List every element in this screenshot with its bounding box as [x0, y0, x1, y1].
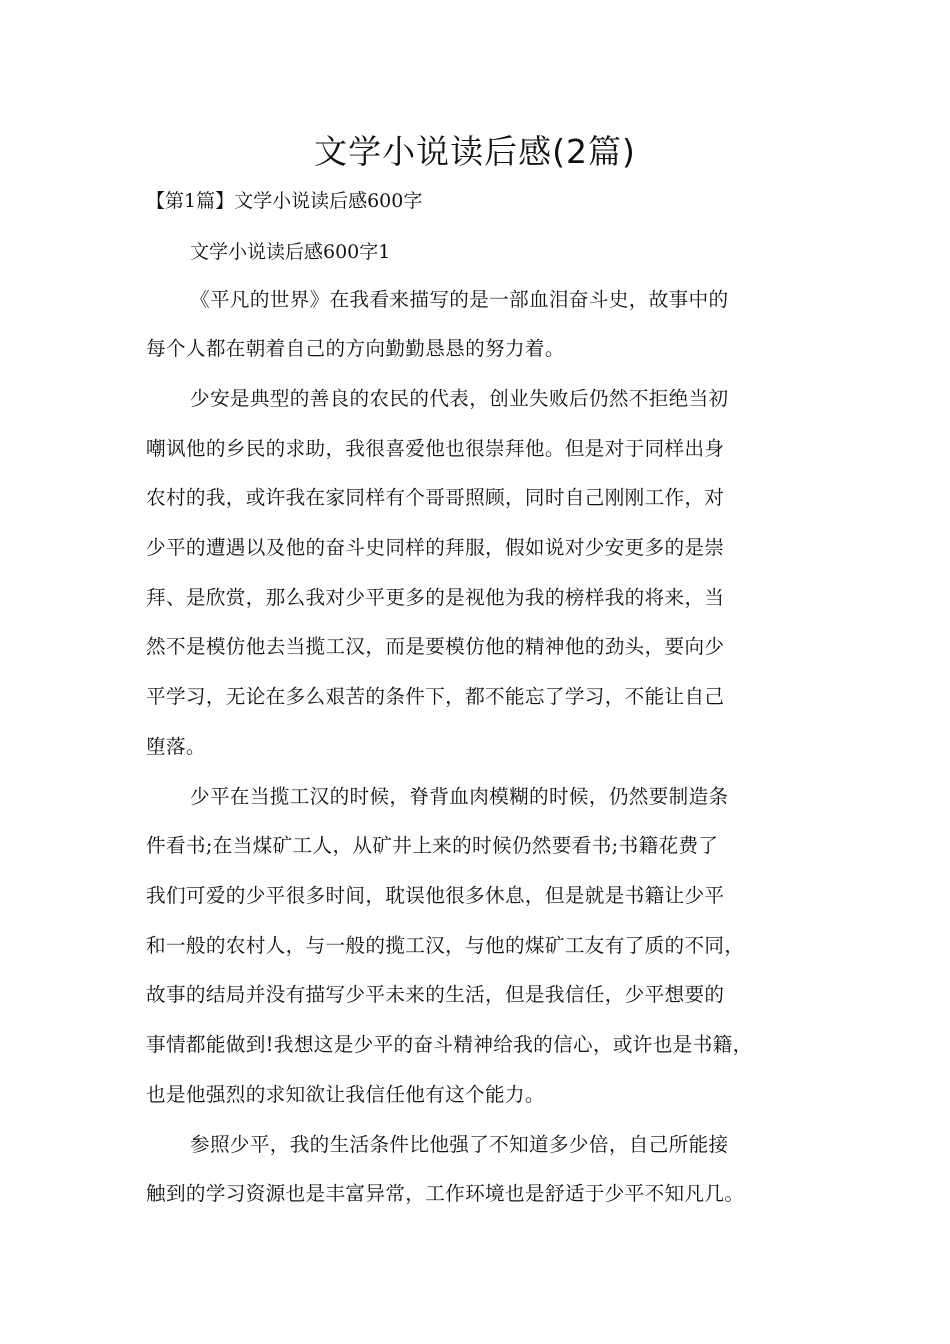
paragraph-line: 参照少平，我的生活条件比他强了不知道多少倍，自己所能接 — [190, 1133, 729, 1156]
paragraph-line: 然不是模仿他去当揽工汉，而是要模仿他的精神他的劲头，要向少 — [146, 635, 725, 658]
paragraph-line: 也是他强烈的求知欲让我信任他有这个能力。 — [146, 1083, 545, 1106]
paragraph-line: 拜、是欣赏，那么我对少平更多的是视他为我的榜样我的将来，当 — [146, 586, 725, 609]
paragraph-line: 件看书;在当煤矿工人，从矿井上来的时候仍然要看书;书籍花费了 — [146, 834, 719, 857]
paragraph-line: 少平的遭遇以及他的奋斗史同样的拜服，假如说对少安更多的是崇 — [146, 536, 725, 559]
paragraph-line: 少安是典型的善良的农民的代表，创业失败后仍然不拒绝当初 — [190, 387, 729, 410]
paragraph-line: 少平在当揽工汉的时候，脊背血肉模糊的时候，仍然要制造条 — [190, 785, 729, 808]
essay-subheading: 文学小说读后感600字1 — [190, 241, 391, 263]
paragraph-line: 事情都能做到!我想这是少平的奋斗精神给我的信心，或许也是书籍， — [146, 1033, 753, 1056]
paragraph-line: 和一般的农村人，与一般的揽工汉，与他的煤矿工友有了质的不同， — [146, 934, 745, 957]
paragraph-line: 嘲讽他的乡民的求助，我很喜爱他也很崇拜他。但是对于同样出身 — [146, 437, 725, 460]
document-title: 文学小说读后感(2篇) — [314, 132, 636, 171]
paragraph-line: 每个人都在朝着自己的方向勤勤恳恳的努力着。 — [146, 337, 565, 360]
paragraph-line: 农村的我，或许我在家同样有个哥哥照顾，同时自己刚刚工作，对 — [146, 486, 725, 509]
paragraph-line: 堕落。 — [146, 735, 206, 758]
paragraph-line: 平学习，无论在多么艰苦的条件下，都不能忘了学习，不能让自己 — [146, 685, 725, 708]
paragraph-line: 触到的学习资源也是丰富异常，工作环境也是舒适于少平不知凡几。 — [146, 1182, 745, 1205]
paragraph-line: 《平凡的世界》在我看来描写的是一部血泪奋斗史，故事中的 — [190, 288, 729, 311]
paragraph-line: 我们可爱的少平很多时间，耽误他很多休息，但是就是书籍让少平 — [146, 884, 725, 907]
paragraph-line: 故事的结局并没有描写少平未来的生活，但是我信任，少平想要的 — [146, 983, 725, 1006]
section-heading: 【第1篇】文学小说读后感600字 — [146, 190, 423, 212]
